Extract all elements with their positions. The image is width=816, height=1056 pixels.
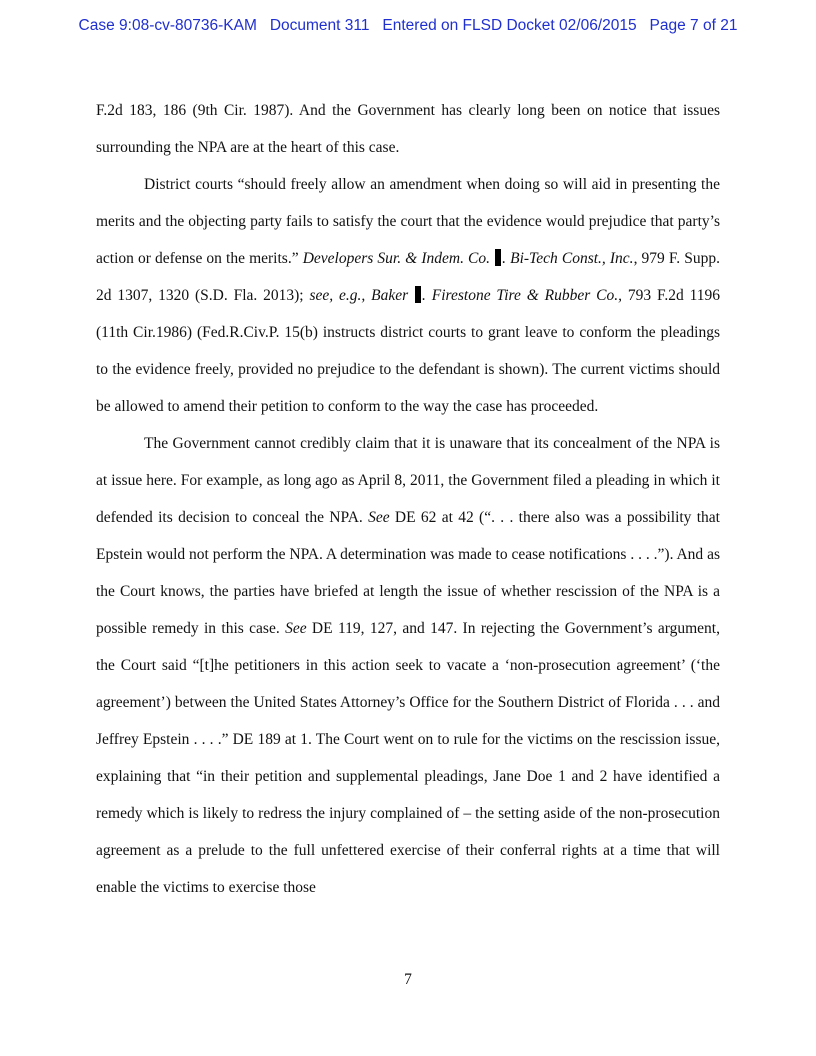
signal-see: See xyxy=(368,509,390,526)
paragraph-1: F.2d 183, 186 (9th Cir. 1987). And the Government has clearly long been on notice that issues surrounding the NPA are at the heart of this case. xyxy=(96,102,720,156)
document-body xyxy=(96,92,720,906)
paragraph-3: The Government cannot credibly claim that it is unaware that its concealment of the NPA is at issue here. For example, as long ago as April 8, 2011, the Government filed a pleading in which it defended its decision to conceal the NPA. See DE 62 at 42 (“. . . there also was a possibility that Epstein would not perform the NPA. A determination was made to cease notifications . . . .”). And as the Court knows, the parties have briefed at length the issue of whether rescission of the NPA is a possible remedy in this case. See DE 119, 127, and 147. In rejecting the Government’s argument, the Court said “[t]he petitioners in this action seek to vacate a ‘non-prosecution agreement’ (‘the agreement’) between the United States Attorney’s Office for the Southern District of Florida . . . and Jeffrey Epstein . . . .” DE 189 at 1. The Court went on to rule for the victims on the rescission issue, explaining that “in their petition and supplemental pleadings, Jane Doe 1 and 2 have identified a remedy which is likely to redress the injury complained of – the setting aside of the non-prosecution agreement as a prelude to the full unfettered exercise of their conferral rights at a time that will enable the victims to exercise those xyxy=(96,435,720,896)
document-number: Document 311 xyxy=(269,17,370,34)
docket-entry: Entered on FLSD Docket 02/06/2015 xyxy=(382,17,637,34)
case-citation-bi-tech: . Bi-Tech Const., Inc. xyxy=(502,250,634,267)
case-number: Case 9:08-cv-80736-KAM xyxy=(78,17,257,34)
signal-see: See xyxy=(285,620,307,637)
case-citation-firestone: . Firestone Tire & Rubber Co., xyxy=(422,287,622,304)
paragraph-2: District courts “should freely allow an amendment when doing so will aid in presenting the merits and the objecting party fails to satisfy the court that the evidence would prejudice that party’s action or defense on the merits.” Developers Sur. & Indem. Co. . Bi-Tech Const., Inc., 979 F. Supp. 2d 1307, 1320 (S.D. Fla. 2013); see, e.g., Baker . Firestone Tire & Rubber Co., 793 F.2d 1196 (11th Cir.1986) (Fed.R.Civ.P. 15(b) instructs district courts to grant leave to conform the pleadings to the evidence freely, provided no prejudice to the defendant is shown). The current victims should be allowed to amend their petition to conform to the way the case has proceeded. xyxy=(96,176,721,415)
page-number: 7 xyxy=(404,971,412,988)
docket-header xyxy=(0,17,816,35)
page-label: Page 7 of 21 xyxy=(649,17,738,34)
case-citation-developers: Developers Sur. & Indem. Co. xyxy=(302,250,491,267)
redaction-block xyxy=(415,286,421,303)
case-citation-baker: see, e.g., Baker xyxy=(309,287,409,304)
redaction-block xyxy=(495,249,501,266)
